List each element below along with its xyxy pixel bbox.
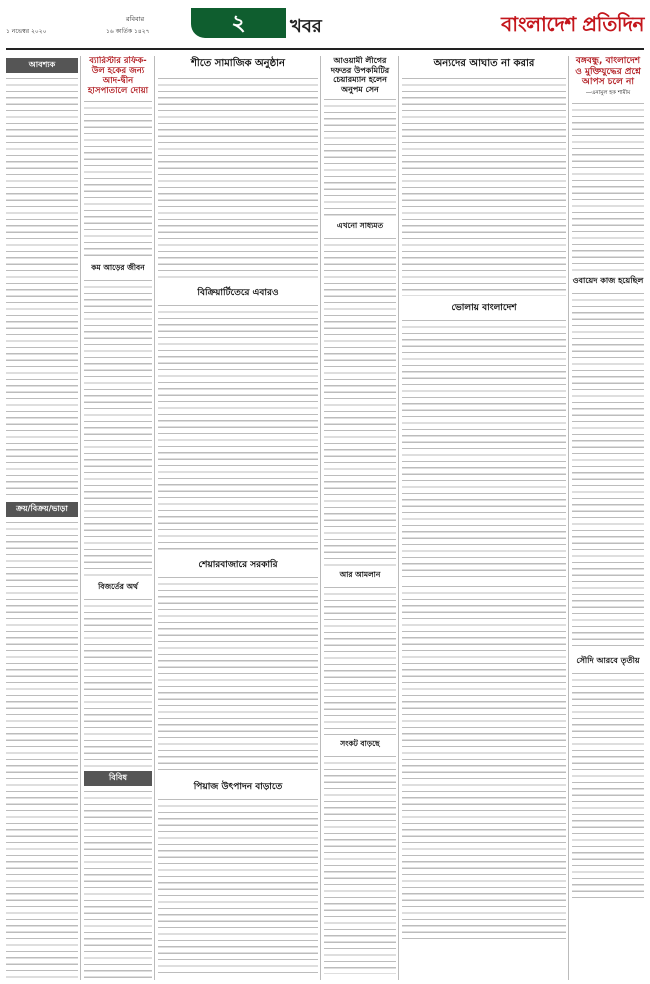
column-4 — [324, 56, 396, 980]
classified-text-block — [6, 520, 78, 980]
column-divider — [320, 56, 321, 980]
classified-box-title: আবশ্যক — [6, 58, 78, 73]
column-5 — [402, 56, 566, 980]
article-body — [84, 99, 152, 259]
article-headline: শেয়ারবাজারে সরকারি — [198, 560, 278, 570]
article-body — [324, 754, 396, 974]
article-byline: —এনামুল হক শামীম — [585, 89, 631, 96]
article-body — [158, 76, 318, 281]
article-body — [158, 575, 318, 775]
article-body — [84, 278, 152, 578]
header-date-gregorian: ১ নভেম্বর ২০২০ — [6, 28, 47, 35]
article-headline: বঙ্গবন্ধু, বাংলাদেশ ও মুক্তিযুদ্ধের প্রশ্নে আপস চলে না — [575, 56, 641, 87]
newspaper-logo: বাংলাদেশ প্রতিদিন — [501, 12, 644, 36]
article-body — [402, 318, 566, 578]
article-body — [324, 97, 396, 217]
article-body — [572, 101, 644, 271]
article-body — [324, 585, 396, 735]
section-title: খবর — [290, 16, 322, 37]
column-3 — [158, 56, 318, 980]
article-body — [402, 584, 566, 944]
classified-box3-title: বিবিধ — [84, 771, 152, 786]
column-divider — [154, 56, 155, 980]
article-headline: ব্যারিস্টার রফিক-উল হকের জন্য আদ-দ্বীন হাসপাতালে দোয়া — [87, 56, 149, 96]
article-headline: আওয়ামী লীগের দফতর উপকমিটির চেয়ারম্যান হলেন অনুপম সেন — [330, 56, 390, 94]
column-divider — [568, 56, 569, 980]
column-6 — [572, 56, 644, 980]
classified-column — [6, 56, 78, 980]
header-date-bangla: ১৬ কার্তিক ১৪২৭ — [106, 28, 150, 35]
article-body — [572, 671, 644, 901]
header-day: রবিবার — [126, 15, 145, 23]
article-headline: আর আমলান — [339, 570, 381, 579]
classified-text-block — [6, 76, 78, 496]
article-headline: বিজর্তের অর্থ — [98, 582, 138, 591]
page-header — [6, 4, 644, 50]
article-body — [158, 797, 318, 977]
column-2 — [84, 56, 152, 980]
page-number: ২ — [191, 8, 286, 38]
article-headline: সৌদি আরবে তৃতীয় — [576, 655, 640, 665]
article-body — [84, 597, 152, 767]
column-divider — [80, 56, 81, 980]
classified-box2-title: ক্রয়/বিক্রয়/ভাড়া — [6, 502, 78, 517]
article-headline: এখনো সাধ্যমত — [336, 221, 384, 230]
article-headline: কম আড়ের জীবন — [91, 263, 145, 272]
article-headline: অন্যদের আঘাত না করার — [433, 58, 535, 69]
article-headline: পিয়াজ উৎপাদন বাড়াতে — [193, 782, 283, 792]
article-headline: সংকট বাড়ছে — [340, 739, 380, 748]
article-headline: ভোলায় বাংলাদেশ — [451, 303, 517, 313]
article-body — [572, 291, 644, 651]
article-headline: বিক্রিয়ার্টিতেরে এবারও — [197, 288, 279, 298]
article-body — [402, 76, 566, 296]
article-body — [84, 789, 152, 980]
article-body — [158, 303, 318, 553]
column-divider — [398, 56, 399, 980]
article-headline: শীতে সামাজিক অনুষ্ঠান — [190, 58, 286, 69]
article-headline: ওবায়েদ কাজ হয়েছিল — [572, 275, 644, 285]
article-body — [324, 236, 396, 566]
